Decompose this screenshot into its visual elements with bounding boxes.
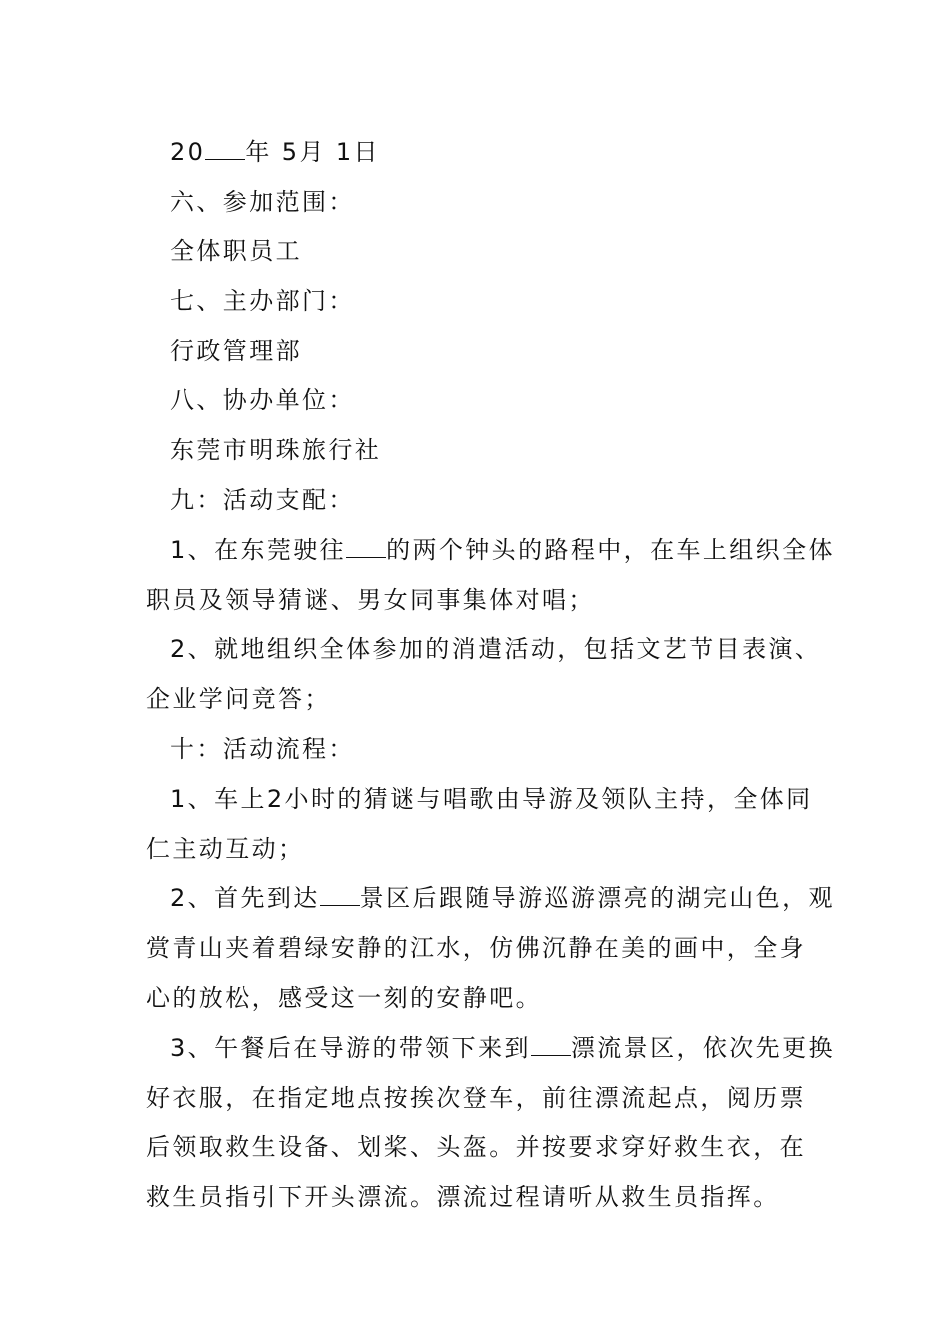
process-item-3-line-1	[170, 1032, 835, 1064]
process-item-1-line-2: 仁主动互动；	[146, 835, 305, 863]
date-line	[170, 136, 380, 168]
process-item-1-line-1: 1、车上2小时的猜谜与唱歌由导游及领队主持，全体同	[170, 785, 813, 813]
process-item-2-line-3: 心的放松，感受这一刻的安静吧。	[146, 984, 542, 1012]
section-heading-organizer: 七、主办部门：	[170, 287, 355, 315]
arrangement-item-1-line-1	[170, 534, 835, 566]
arrangement-item-2-line-2: 企业学问竞答；	[146, 685, 331, 713]
scope-value: 全体职员工	[170, 237, 302, 265]
process-item-2-line-1	[170, 882, 835, 914]
process-item-3-line-3: 后领取救生设备、划桨、头盔。并按要求穿好救生衣，在	[146, 1133, 806, 1161]
blank-underline	[320, 883, 360, 906]
blank-underline	[531, 1033, 571, 1056]
section-heading-arrangement: 九：活动支配：	[170, 486, 355, 514]
section-heading-process: 十：活动流程：	[170, 735, 355, 763]
date-rest: 年 5月 1日	[245, 138, 380, 166]
arrangement-item-1-line-2: 职员及领导猜谜、男女同事集体对唱；	[146, 586, 595, 614]
arrangement-item-1-rest: 的两个钟头的路程中，在车上组织全体	[386, 536, 835, 564]
process-item-2-start: 2、首先到达	[170, 884, 320, 912]
process-item-3-rest: 漂流景区，依次先更换	[570, 1034, 835, 1062]
organizer-value: 行政管理部	[170, 337, 302, 365]
date-year-prefix: 20	[170, 138, 206, 166]
process-item-3-line-4: 救生员指引下开头漂流。漂流过程请听从救生员指挥。	[146, 1183, 780, 1211]
blank-underline	[346, 535, 386, 558]
arrangement-item-1-start: 1、在东莞驶往	[170, 536, 347, 564]
arrangement-item-2-line-1: 2、就地组织全体参加的消遣活动，包括文艺节目表演、	[170, 635, 822, 663]
process-item-3-line-2: 好衣服，在指定地点按挨次登车，前往漂流起点，阅历票	[146, 1084, 806, 1112]
section-heading-co-organizer: 八、协办单位：	[170, 386, 355, 414]
blank-underline	[205, 137, 245, 160]
process-item-2-rest: 景区后跟随导游巡游漂亮的湖完山色，观	[359, 884, 835, 912]
section-heading-scope: 六、参加范围：	[170, 188, 355, 216]
process-item-2-line-2: 赏青山夹着碧绿安静的江水，仿佛沉静在美的画中，全身	[146, 934, 806, 962]
process-item-3-start: 3、午餐后在导游的带领下来到	[170, 1034, 531, 1062]
co-organizer-value: 东莞市明珠旅行社	[170, 436, 382, 464]
